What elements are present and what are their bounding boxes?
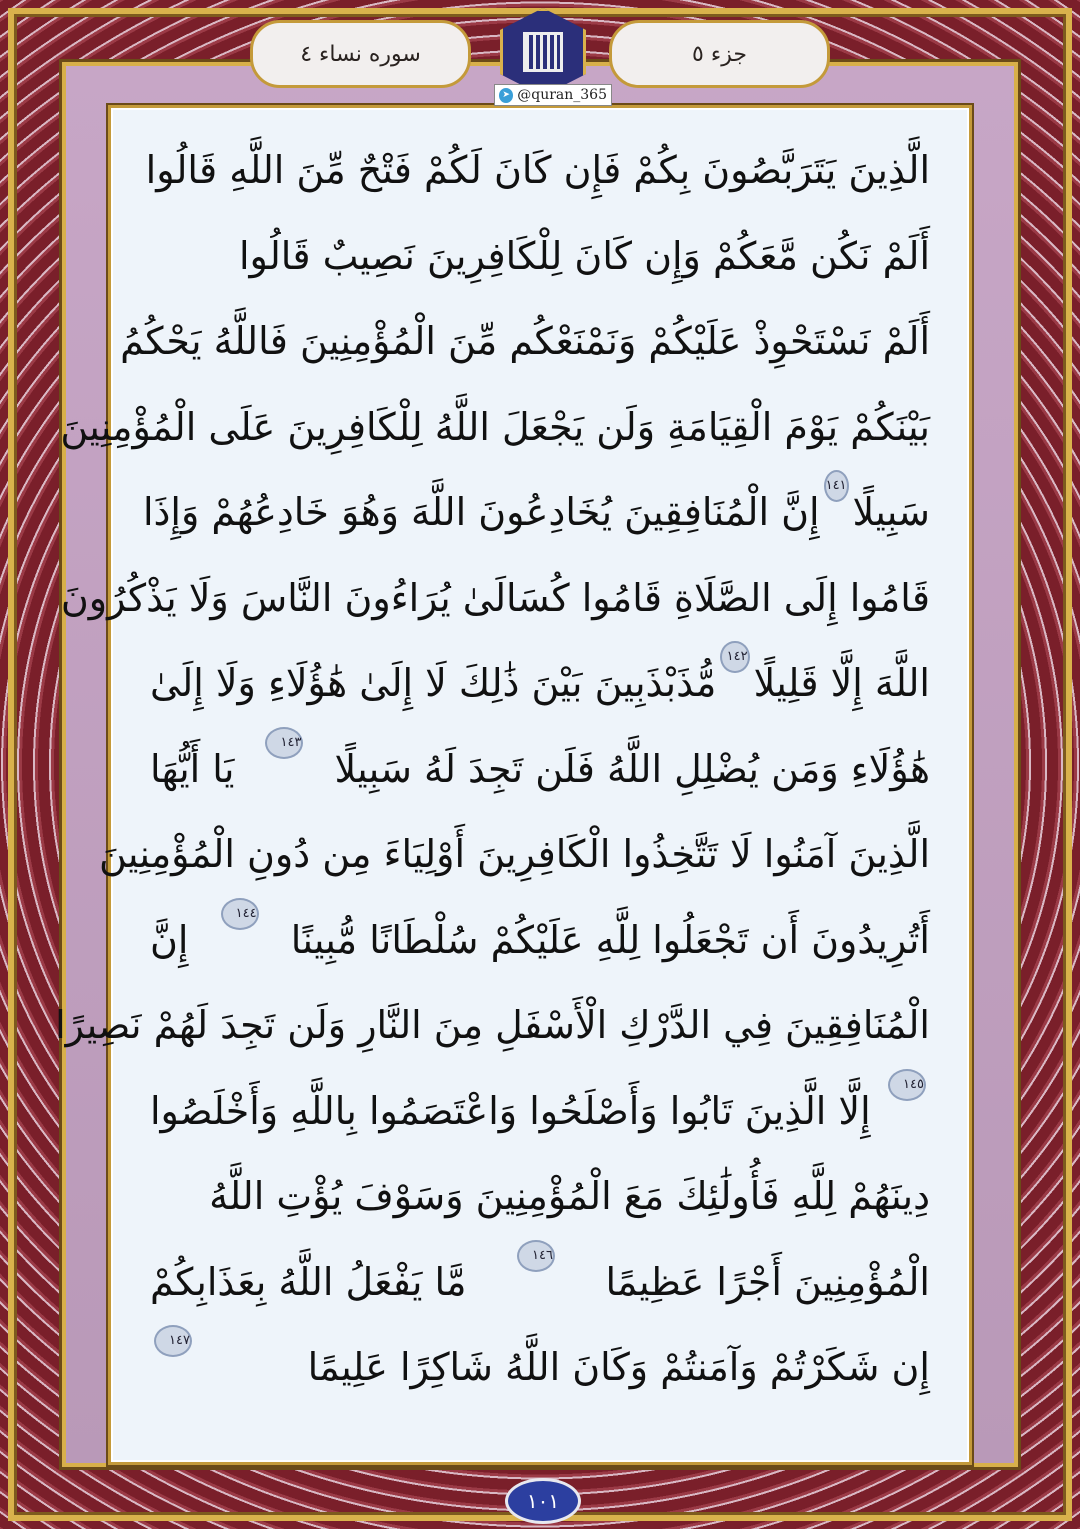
verse-line bbox=[55, 983, 930, 1069]
verse-line bbox=[145, 128, 930, 214]
ayah-number-marker: ١٤٤ bbox=[221, 898, 259, 930]
verse-segment: الْمُؤْمِنِينَ أَجْرًا عَظِيمًا bbox=[605, 1259, 930, 1304]
verse-segment: إِن شَكَرْتُمْ وَآمَنتُمْ وَكَانَ اللَّهُ شَاكِرًا عَلِيمًا bbox=[307, 1345, 930, 1389]
verse-line bbox=[150, 214, 930, 300]
verse-line bbox=[150, 898, 930, 984]
ayah-number-marker: ١٤٧ bbox=[154, 1325, 192, 1357]
verse-line bbox=[150, 641, 930, 727]
verse-segment: إِنَّ bbox=[150, 917, 189, 962]
ayah-number-marker: ١٤٢ bbox=[720, 641, 749, 673]
channel-badge bbox=[494, 84, 612, 106]
verse-segment: اللَّهَ إِلَّا قَلِيلًا bbox=[753, 661, 930, 705]
verse-segment: إِلَّا الَّذِينَ تَابُوا وَأَصْلَحُوا وَاعْتَصَمُوا بِاللَّهِ وَأَخْلَصُوا bbox=[150, 1088, 871, 1133]
verse-segment: أَلَمْ نَكُن مَّعَكُمْ وَإِن كَانَ لِلْكَافِرِينَ نَصِيبٌ قَالُوا bbox=[239, 233, 930, 278]
ayah-number-marker: ١٤٣ bbox=[265, 727, 303, 759]
verse-line bbox=[150, 727, 930, 813]
verse-segment: الْمُنَافِقِينَ فِي الدَّرْكِ الْأَسْفَلِ مِنَ النَّارِ وَلَن تَجِدَ لَهُمْ نَصِيرًا bbox=[55, 1003, 930, 1047]
verse-segment: إِنَّ الْمُنَافِقِينَ يُخَادِعُونَ اللَّهَ وَهُوَ خَادِعُهُمْ وَإِذَا bbox=[142, 490, 820, 534]
verse-line bbox=[142, 470, 930, 556]
verse-segment: أَلَمْ نَسْتَحْوِذْ عَلَيْكُمْ وَنَمْنَعْكُم مِّنَ الْمُؤْمِنِينَ فَاللَّهُ يَحْكُمُ bbox=[120, 319, 930, 363]
kufic-medallion-icon bbox=[500, 8, 586, 96]
verse-segment: مَّا يَفْعَلُ اللَّهُ بِعَذَابِكُمْ bbox=[150, 1259, 467, 1304]
ayah-number-marker: ١٤٥ bbox=[888, 1069, 926, 1101]
verse-segment: الَّذِينَ يَتَرَبَّصُونَ بِكُمْ فَإِن كَانَ لَكُمْ فَتْحٌ مِّنَ اللَّهِ قَالُوا bbox=[145, 148, 930, 192]
verse-segment: الَّذِينَ آمَنُوا لَا تَتَّخِذُوا الْكَافِرِينَ أَوْلِيَاءَ مِن دُونِ الْمُؤْمِنِينَ bbox=[98, 832, 930, 876]
channel-handle: @quran_365 bbox=[517, 87, 607, 103]
verse-line bbox=[60, 385, 930, 471]
verse-segment: أَتُرِيدُونَ أَن تَجْعَلُوا لِلَّهِ عَلَيْكُمْ سُلْطَانًا مُّبِينًا bbox=[290, 917, 930, 962]
ayah-number-marker: ١٤٦ bbox=[517, 1240, 555, 1272]
verse-segment: دِينَهُمْ لِلَّهِ فَأُولَٰئِكَ مَعَ الْمُؤْمِنِينَ وَسَوْفَ يُؤْتِ اللَّهُ bbox=[209, 1174, 930, 1218]
verse-segment: بَيْنَكُمْ يَوْمَ الْقِيَامَةِ وَلَن يَجْعَلَ اللَّهُ لِلْكَافِرِينَ عَلَى الْمُؤْمِنِينَ bbox=[60, 404, 930, 449]
juz-label: جزء ٥ bbox=[609, 20, 830, 88]
page-header bbox=[250, 8, 830, 94]
page-number: ١٠١ bbox=[505, 1478, 581, 1524]
verse-line bbox=[150, 1325, 930, 1411]
verse-line bbox=[98, 812, 930, 898]
ayah-number-marker: ١٤١ bbox=[824, 470, 849, 502]
telegram-icon: ➤ bbox=[499, 88, 513, 103]
verse-line bbox=[150, 1240, 930, 1326]
surah-label: سوره نساء ٤ bbox=[250, 20, 471, 88]
verse-line bbox=[150, 1154, 930, 1240]
verse-line bbox=[150, 1069, 930, 1155]
verse-line bbox=[60, 556, 930, 642]
verse-segment: قَامُوا إِلَى الصَّلَاةِ قَامُوا كُسَالَىٰ يُرَاءُونَ النَّاسَ وَلَا يَذْكُرُونَ bbox=[60, 575, 930, 620]
verse-segment: سَبِيلًا bbox=[852, 490, 930, 534]
verse-text bbox=[55, 128, 930, 1411]
verse-segment: هَٰؤُلَاءِ وَمَن يُضْلِلِ اللَّهُ فَلَن تَجِدَ لَهُ سَبِيلًا bbox=[334, 746, 930, 791]
verse-segment: يَا أَيُّهَا bbox=[150, 746, 235, 791]
verse-segment: مُّذَبْذَبِينَ بَيْنَ ذَٰلِكَ لَا إِلَىٰ هَٰؤُلَاءِ وَلَا إِلَىٰ bbox=[150, 661, 717, 705]
verse-line bbox=[120, 299, 930, 385]
